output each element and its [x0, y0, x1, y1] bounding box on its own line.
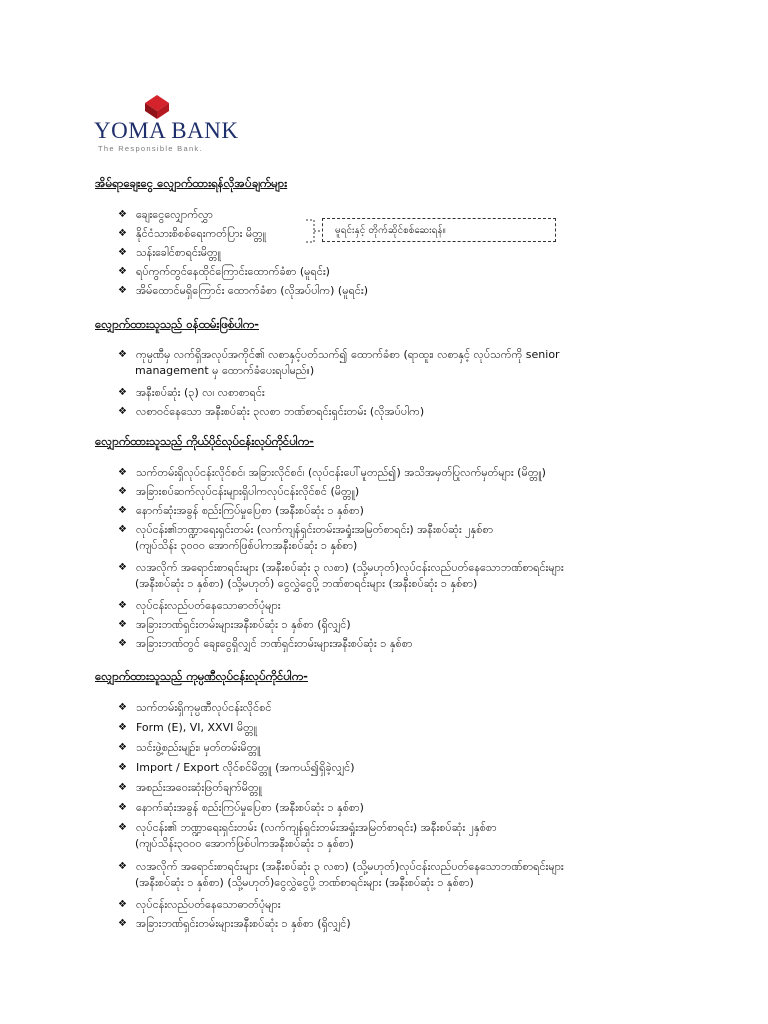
callout-box [322, 218, 556, 242]
logo-tagline: The Responsible Bank. [98, 144, 203, 153]
bullet-icon: ❖ [118, 702, 127, 713]
section-heading-company: လျှောက်ထားသူသည် ကုမ္ပဏီလုပ်ငန်းလုပ်ကိုင်ပါက- [95, 669, 308, 683]
bullet-icon: ❖ [118, 600, 127, 611]
yoma-bank-logo [94, 94, 239, 158]
list-item-continuation: (ကျပ်သိန်း ၃၀၀၀ အောက်ဖြစ်ပါကအနီးစပ်ဆုံး ၁ နှစ်စာ) [135, 539, 358, 552]
list-item-continuation: (အနီးစပ်ဆုံး ၁ နှစ်စာ) (သို့မဟုတ်)ငွေလွှဲငွေပို့ ဘဏ်စာရင်းများ (အနီးစပ်ဆုံး ၁ နှစ်စာ) [135, 876, 474, 889]
bullet-icon: ❖ [118, 899, 127, 910]
bullet-icon: ❖ [118, 406, 127, 417]
callout-bracket-icon [304, 218, 324, 244]
bullet-icon: ❖ [118, 619, 127, 630]
bullet-icon: ❖ [118, 822, 127, 833]
bullet-icon: ❖ [118, 782, 127, 793]
bullet-icon: ❖ [118, 638, 127, 649]
callout-text: မူရင်းနှင့် တိုက်ဆိုင်စစ်ဆေးရန်။ [335, 225, 446, 236]
section-heading-employee: လျှောက်ထားသူသည် ဝန်ထမ်းဖြစ်ပါက- [95, 317, 259, 331]
bullet-icon: ❖ [118, 505, 127, 516]
bullet-icon: ❖ [118, 486, 127, 497]
section-heading-self-employed: လျှောက်ထားသူသည် ကိုယ်ပိုင်လုပ်ငန်းလုပ်ကိုင်ပါက- [95, 434, 314, 448]
bullet-icon: ❖ [118, 861, 127, 872]
bullet-icon: ❖ [118, 742, 127, 753]
bullet-icon: ❖ [118, 762, 127, 773]
bullet-icon: ❖ [118, 349, 127, 360]
bank-emblem-icon [144, 94, 170, 120]
bullet-icon: ❖ [118, 524, 127, 535]
logo-name: YOMA BANK [94, 118, 239, 143]
bullet-icon: ❖ [118, 562, 127, 573]
section-heading-home-loan: အိမ်ရာချေးငွေ လျှောက်ထားရန်လိုအပ်ချက်များ [95, 176, 288, 190]
bullet-icon: ❖ [118, 918, 127, 929]
bullet-icon: ❖ [118, 387, 127, 398]
bullet-icon: ❖ [118, 209, 127, 220]
list-item-continuation: (အနီးစပ်ဆုံး ၁ နှစ်စာ) (သို့မဟုတ်) ငွေလွှဲငွေပို့ ဘဏ်စာရင်းများ (အနီးစပ်ဆုံး ၁ နှစ်စာ) [135, 577, 478, 590]
bullet-icon: ❖ [118, 285, 127, 296]
bullet-icon: ❖ [118, 247, 127, 258]
bullet-icon: ❖ [118, 266, 127, 277]
list-item-continuation: (ကျပ်သိန်း၃၀၀၀ အောက်ဖြစ်ပါကအနီးစပ်ဆုံး ၁ နှစ်စာ) [135, 837, 354, 850]
bullet-icon: ❖ [118, 228, 127, 239]
bullet-icon: ❖ [118, 722, 127, 733]
bullet-icon: ❖ [118, 802, 127, 813]
list-item-continuation: management မှ ထောက်ခံပေးရပါမည်။) [135, 364, 315, 377]
bullet-icon: ❖ [118, 467, 127, 478]
